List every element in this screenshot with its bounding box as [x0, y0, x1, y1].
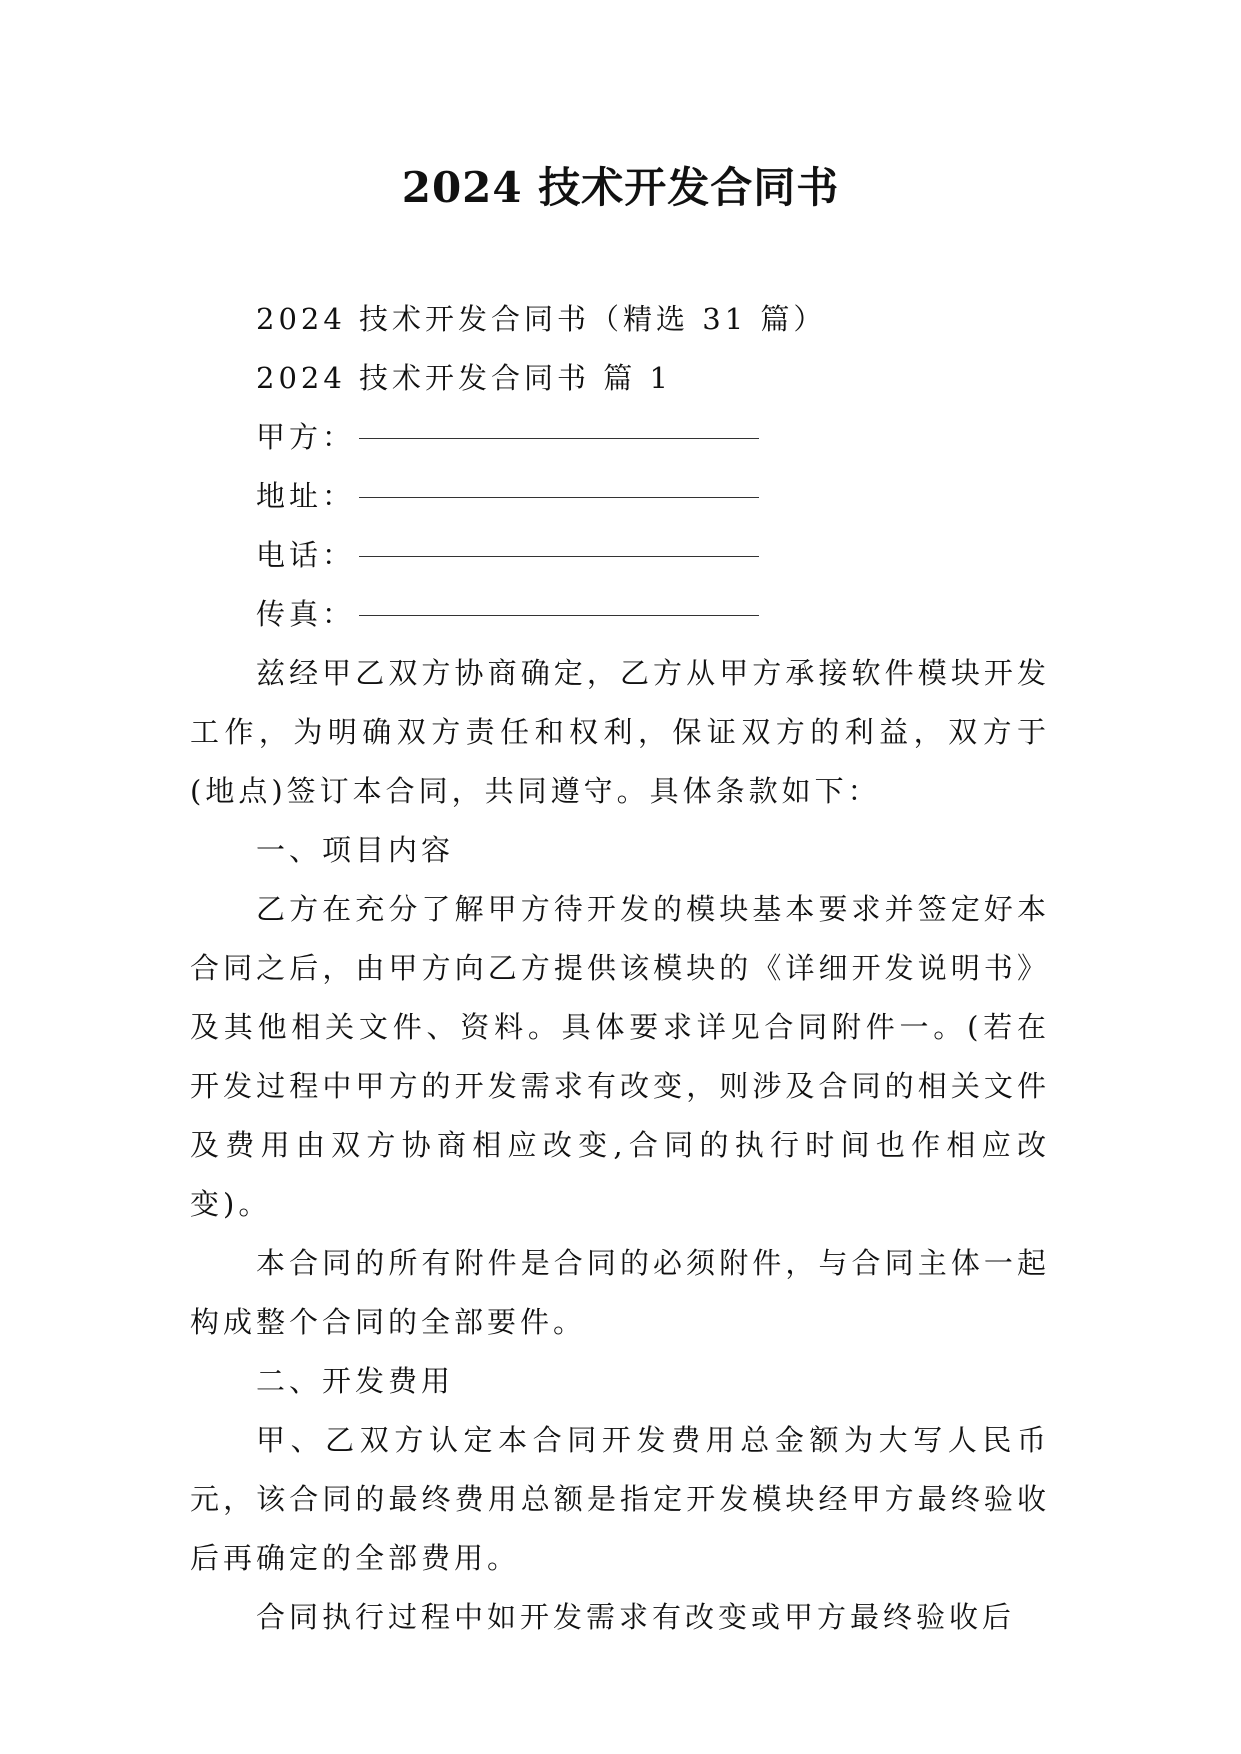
- field-label: 传真：: [256, 597, 356, 631]
- paragraph-project-details: 乙方在充分了解甲方待开发的模块基本要求并签定好本合同之后，由甲方向乙方提供该模块的《详细开发说明书》及其他相关文件、资料。具体要求详见合同附件一。(若在开发过程中甲方的开发需求有改变，则涉及合同的相关文件及费用由双方协商相应改变,合同的执行时间也作相应改变)。: [190, 892, 1050, 1221]
- blank-line: [359, 614, 759, 616]
- paragraph-intro: 兹经甲乙双方协商确定，乙方从甲方承接软件模块开发工作，为明确双方责任和权利，保证双方的利益，双方于(地点)签订本合同，共同遵守。具体条款如下：: [190, 656, 1050, 808]
- field-party-a: [190, 408, 1050, 467]
- paragraph-fee-changes: 合同执行过程中如开发需求有改变或甲方最终验收后: [256, 1600, 1016, 1634]
- field-label: 电话：: [256, 538, 356, 572]
- field-address: [190, 467, 1050, 526]
- heading-development-fee: 二、开发费用: [256, 1364, 455, 1398]
- document-title: 2024 技术开发合同书: [401, 163, 840, 212]
- document-subtitle: 2024 技术开发合同书（精选 31 篇）: [256, 302, 827, 336]
- heading-project-content: 一、项目内容: [256, 833, 455, 867]
- field-phone: [190, 526, 1050, 585]
- paragraph-attachments: 本合同的所有附件是合同的必须附件，与合同主体一起构成整个合同的全部要件。: [190, 1246, 1050, 1339]
- blank-line: [359, 555, 759, 557]
- document-body: [190, 290, 1050, 1647]
- field-label: 地址：: [256, 479, 356, 513]
- field-label: 甲方：: [256, 420, 356, 454]
- field-fax: [190, 585, 1050, 644]
- section-heading: 2024 技术开发合同书 篇 1: [256, 361, 672, 395]
- paragraph-fee-amount: 甲、乙双方认定本合同开发费用总金额为大写人民币元，该合同的最终费用总额是指定开发模块经甲方最终验收后再确定的全部费用。: [190, 1423, 1050, 1575]
- blank-line: [359, 437, 759, 439]
- blank-line: [359, 496, 759, 498]
